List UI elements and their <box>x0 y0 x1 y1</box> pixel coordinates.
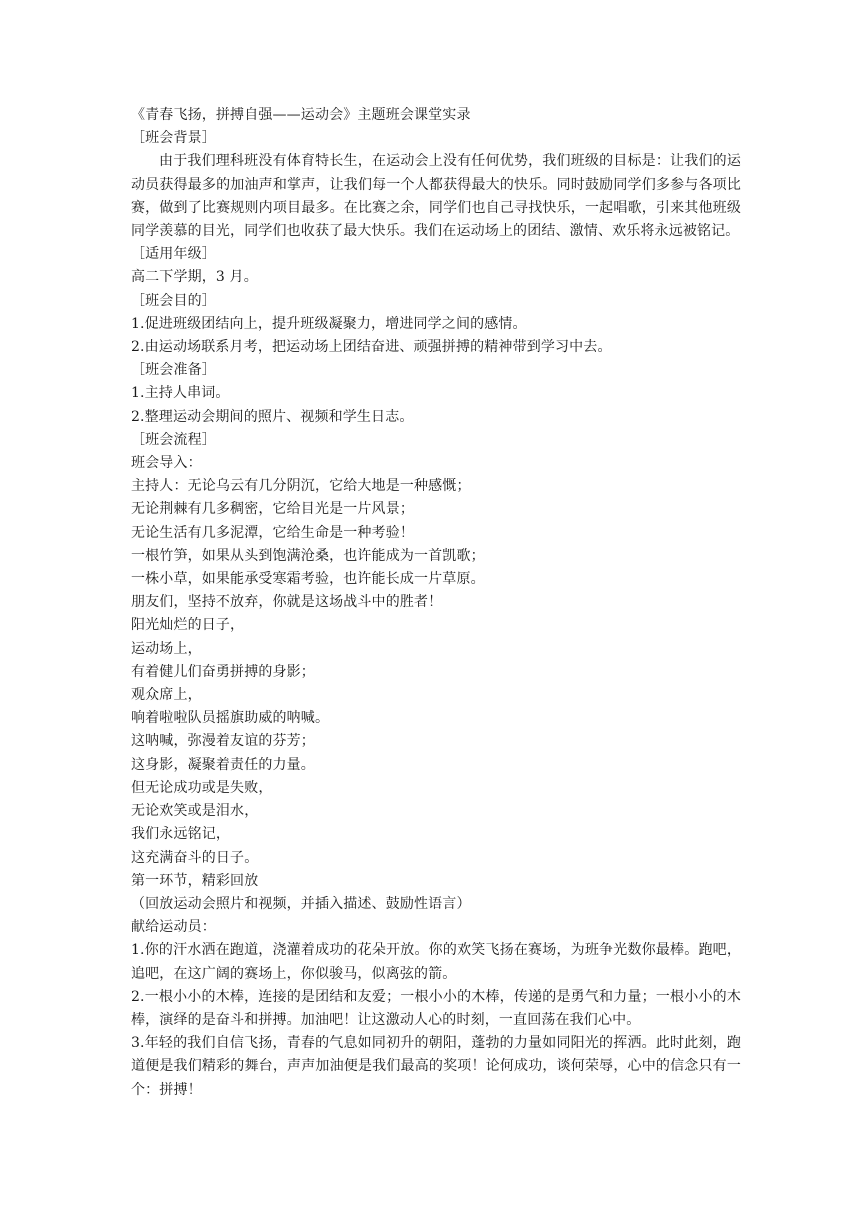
step1-title: 第一环节，精彩回放 <box>131 872 259 889</box>
section-heading-background: ［班会背景］ <box>131 130 216 147</box>
preparation-item: 2.整理运动会期间的照片、视频和学生日志。 <box>131 408 414 425</box>
host-line: 阳光灿烂的日子， <box>131 617 245 634</box>
grade-text: 高二下学期，3 月。 <box>131 269 258 286</box>
host-line: 一根竹笋，如果从头到饱满沧桑，也许能成为一首凯歌； <box>131 547 485 564</box>
section-heading-purpose: ［班会目的］ <box>131 292 216 309</box>
preparation-item: 1.主持人串词。 <box>131 385 230 402</box>
step1-note: （回放运动会照片和视频，并插入描述、鼓励性语言） <box>131 895 471 912</box>
section-heading-preparation: ［班会准备］ <box>131 362 216 379</box>
host-line: 无论荆棘有几多稠密，它给目光是一片风景； <box>131 501 414 518</box>
section-heading-process: ［班会流程］ <box>131 431 216 448</box>
background-paragraph: 由于我们理科班没有体育特长生，在运动会上没有任何优势，我们班级的目标是：让我们的运动员获得最多的加油声和掌声，让我们每一个人都获得最大的快乐。同时鼓励同学们多参与各项比赛，做到了比赛规则内项目最多。在比赛之余，同学们也自己寻找快乐，一起唱歌，引来其他班级同学羡慕的目光，同学们也收获了最大快乐。我们在运动场上的团结、激情、欢乐将永远被铭记。 <box>131 153 741 240</box>
purpose-item: 2.由运动场联系月考，把运动场上团结奋进、顽强拼搏的精神带到学习中去。 <box>131 339 612 356</box>
host-line: 这身影，凝聚着责任的力量。 <box>131 756 315 773</box>
host-line: 这呐喊，弥漫着友谊的芬芳； <box>131 733 315 750</box>
document-title: 《青春飞扬，拼搏自强——运动会》主题班会课堂实录 <box>131 107 471 123</box>
dedication-item: 1.你的汗水洒在跑道，浇灌着成功的花朵开放。你的欢笑飞扬在赛场，为班争光数你最棒。跑吧，追吧，在这广阔的赛场上，你似骏马，似离弦的箭。 <box>131 942 741 982</box>
host-line: 运动场上， <box>131 640 202 657</box>
dedication-label: 献给运动员： <box>131 919 216 936</box>
document-page <box>131 104 741 1102</box>
dedication-item: 2.一根小小的木棒，连接的是团结和友爱；一根小小的木棒，传递的是勇气和力量；一根小小的木棒，演绎的是奋斗和拼搏。加油吧！让这激动人心的时刻，一直回荡在我们心中。 <box>131 988 741 1028</box>
dedication-item: 3.年轻的我们自信飞扬，青春的气息如同初升的朝阳，蓬勃的力量如同阳光的挥洒。此时此刻，跑道便是我们精彩的舞台，声声加油便是我们最高的奖项！论何成功，谈何荣辱，心中的信念只有一个：拼搏！ <box>131 1035 741 1098</box>
intro-label: 班会导入： <box>131 455 202 472</box>
host-line: 这充满奋斗的日子。 <box>131 849 259 866</box>
host-line: 一株小草，如果能承受寒霜考验，也许能长成一片草原。 <box>131 571 485 588</box>
host-line: 无论欢笑或是泪水， <box>131 803 259 820</box>
host-line: 响着啦啦队员摇旗助威的呐喊。 <box>131 710 330 727</box>
host-line: 无论生活有几多泥潭，它给生命是一种考验！ <box>131 524 414 541</box>
host-line: 朋友们，坚持不放弃，你就是这场战斗中的胜者！ <box>131 594 443 611</box>
host-line: 主持人：无论乌云有几分阴沉，它给大地是一种感慨； <box>131 478 471 495</box>
host-line: 但无论成功或是失败， <box>131 779 273 796</box>
host-line: 有着健儿们奋勇拼搏的身影； <box>131 663 315 680</box>
purpose-item: 1.促进班级团结向上，提升班级凝聚力，增进同学之间的感情。 <box>131 315 527 332</box>
host-line: 观众席上， <box>131 687 202 704</box>
host-line: 我们永远铭记， <box>131 826 231 843</box>
section-heading-grade: ［适用年级］ <box>131 246 216 263</box>
